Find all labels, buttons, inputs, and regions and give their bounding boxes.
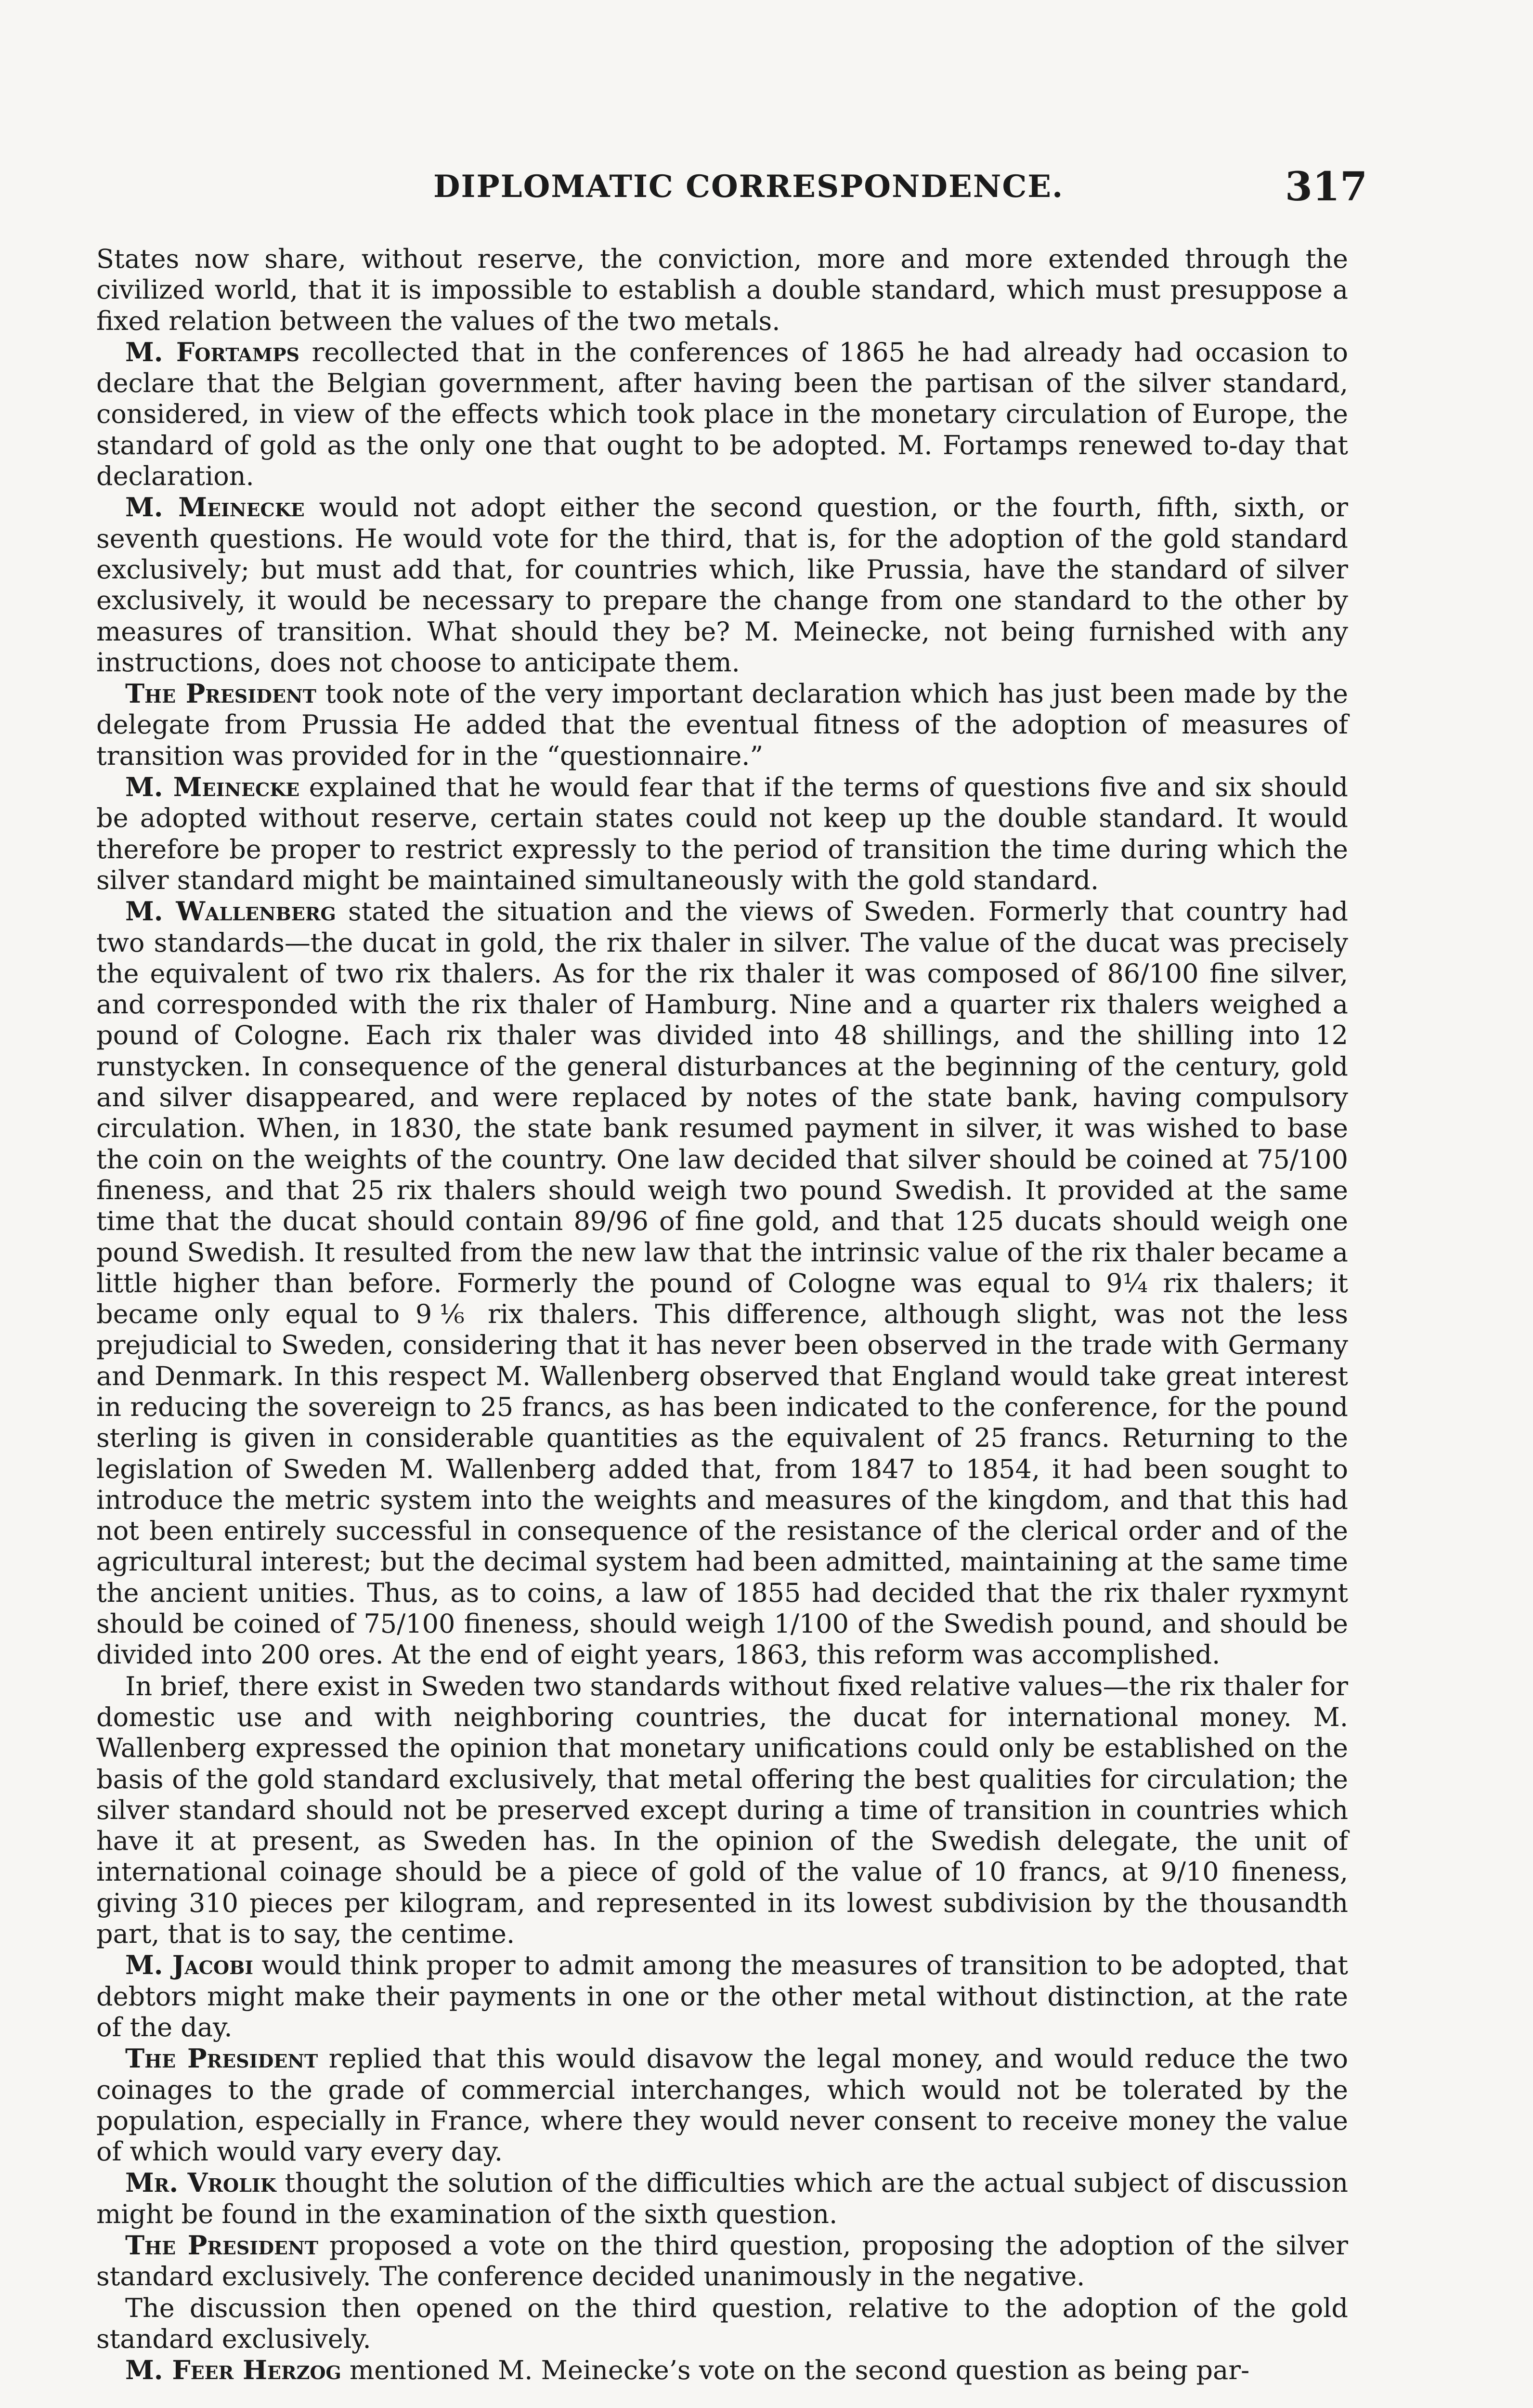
speaker-name: Mr. Vrolik (125, 2167, 276, 2199)
paragraph (96, 337, 1348, 492)
speaker-name: M. Meinecke (125, 772, 300, 803)
paragraph (96, 1671, 1348, 1950)
running-title: DIPLOMATIC CORRESPONDENCE. (433, 169, 1064, 205)
paragraph (96, 896, 1348, 1670)
paragraph (96, 492, 1348, 678)
speaker-name: M. Wallenberg (125, 896, 336, 927)
paragraph-text: States now share, without reserve, the conviction, more and more extended through the civilized world, that it is impossible to establish a double standard, which must presuppose a fixed relation between the values of the two metals. (96, 244, 1348, 336)
paragraph (96, 2043, 1348, 2167)
paragraph-text: In brief, there exist in Sweden two standards without fixed relative values—the rix thaler for domestic use and with neighboring countries, the ducat for international money. M. Wallenberg expressed the opinion that monetary unifications could only be established on the basis of the gold standard exclusively, that metal offering the best qualities for circulation; the silver standard should not be preserved except during a time of transition in countries which have it at present, as Sweden has. In the opinion of the Swedish delegate, the unit of international coinage should be a piece of gold of the value of 10 francs, at 9/10 fineness, giving 310 pieces per kilogram, and represented in its lowest subdivision by the thousandth part, that is to say, the centime. (96, 1671, 1348, 1950)
paragraph (96, 2355, 1348, 2386)
speaker-name: M. Feer Herzog (125, 2355, 341, 2386)
paragraph (96, 772, 1348, 896)
speaker-name: M. Meinecke (125, 492, 305, 523)
paragraph-text: thought the solution of the difficulties which are the actual subject of discussion might be found in the examination of the sixth question. (96, 2168, 1348, 2229)
paragraph (96, 2292, 1348, 2355)
speaker-name: M. Fortamps (125, 336, 299, 367)
paragraph (96, 2230, 1348, 2292)
speaker-name: M. Jacobi (125, 1950, 254, 1981)
paragraph-text: The discussion then opened on the third question, relative to the adoption of the gold standard exclusively. (96, 2292, 1348, 2354)
paragraph-text: would not adopt either the second question, or the fourth, fifth, sixth, or seventh questions. He would vote for the third, that is, for the adoption of the gold standard exclusively; but must add that, for countries which, like Prussia, have the standard of silver exclusively, it would be necessary to prepare the change from one standard to the other by measures of transition. What should they be? M. Meinecke, not being furnished with any instructions, does not choose to anticipate them. (96, 492, 1348, 678)
speaker-name: The President (125, 678, 316, 709)
paragraph (96, 243, 1348, 337)
speaker-name: The President (125, 2230, 319, 2261)
paragraph-text: replied that this would disavow the legal money, and would reduce the two coinages to the grade of commercial interchanges, which would not be tolerated by the population, especially in France, where they would never consent to receive money the value of which would vary every day. (96, 2043, 1348, 2167)
body-text (96, 243, 1348, 2386)
paragraph-text: recollected that in the conferences of 1865 he had already had occasion to declare that the Belgian government, after having been the partisan of the silver standard, considered, in view of the effects which took place in the monetary circulation of Europe, the standard of gold as the only one that ought to be adopted. M. Fortamps renewed to-day that declaration. (96, 337, 1348, 492)
page-number: 317 (1285, 164, 1367, 210)
paragraph-text: took note of the very important declaration which has just been made by the delegate from Prussia He added that the eventual fitness of the adoption of measures of transition was provided for in the “questionnaire.” (96, 679, 1348, 771)
paragraph (96, 678, 1348, 772)
page-header (96, 164, 1367, 210)
speaker-name: The President (125, 2043, 318, 2074)
paragraph-text: mentioned M. Meinecke’s vote on the second question as being par- (341, 2355, 1250, 2386)
paragraph-text: proposed a vote on the third question, proposing the adoption of the silver standard exclusively. The conference decided unanimously in the negative. (96, 2230, 1348, 2292)
paragraph-text: explained that he would fear that if the terms of questions five and six should be adopted without reserve, certain states could not keep up the double standard. It would therefore be proper to restrict expressly to the period of transition the time during which the silver standard might be maintained simultaneously with the gold standard. (96, 772, 1348, 895)
paragraph (96, 2167, 1348, 2230)
paragraph-text: stated the situation and the views of Sweden. Formerly that country had two standards—the ducat in gold, the rix thaler in silver. The value of the ducat was precisely the equivalent of two rix thalers. As for the rix thaler it was composed of 86/100 fine silver, and corresponded with the rix thaler of Hamburg. Nine and a quarter rix thalers weighed a pound of Cologne. Each rix thaler was divided into 48 shillings, and the shilling into 12 runstycken. In consequence of the general disturbances at the beginning of the century, gold and silver disappeared, and were replaced by notes of the state bank, having compulsory circulation. When, in 1830, the state bank resumed payment in silver, it was wished to base the coin on the weights of the country. One law decided that silver should be coined at 75/100 fineness, and that 25 rix thalers should weigh two pound Swedish. It provided at the same time that the ducat should contain 89/96 of fine gold, and that 125 ducats should weigh one pound Swedish. It resulted from the new law that the intrinsic value of the rix thaler became a little higher than before. Formerly the pound of Cologne was equal to 9¼ rix thalers; it became only equal to 9⅙ rix thalers. This difference, although slight, was not the less prejudicial to Sweden, considering that it has never been observed in the trade with Germany and Denmark. In this respect M. Wallenberg observed that England would take great interest in reducing the sovereign to 25 francs, as has been indicated to the conference, for the pound sterling is given in considerable quantities as the equivalent of 25 francs. Returning to the legislation of Sweden M. Wallenberg added that, from 1847 to 1854, it had been sought to introduce the metric system into the weights and measures of the kingdom, and that this had not been entirely successful in consequence of the resistance of the clerical order and of the agricultural interest; but the decimal system had been admitted, maintaining at the same time the ancient unities. Thus, as to coins, a law of 1855 had decided that the rix thaler ryxmynt should be coined of 75/100 fineness, should weigh 1/100 of the Swedish pound, and should be divided into 200 ores. At the end of eight years, 1863, this reform was accomplished. (96, 896, 1348, 1670)
paragraph-text: would think proper to admit among the measures of transition to be adopted, that debtors might make their payments in one or the other metal without distinction, at the rate of the day. (96, 1950, 1348, 2042)
paragraph (96, 1950, 1348, 2043)
